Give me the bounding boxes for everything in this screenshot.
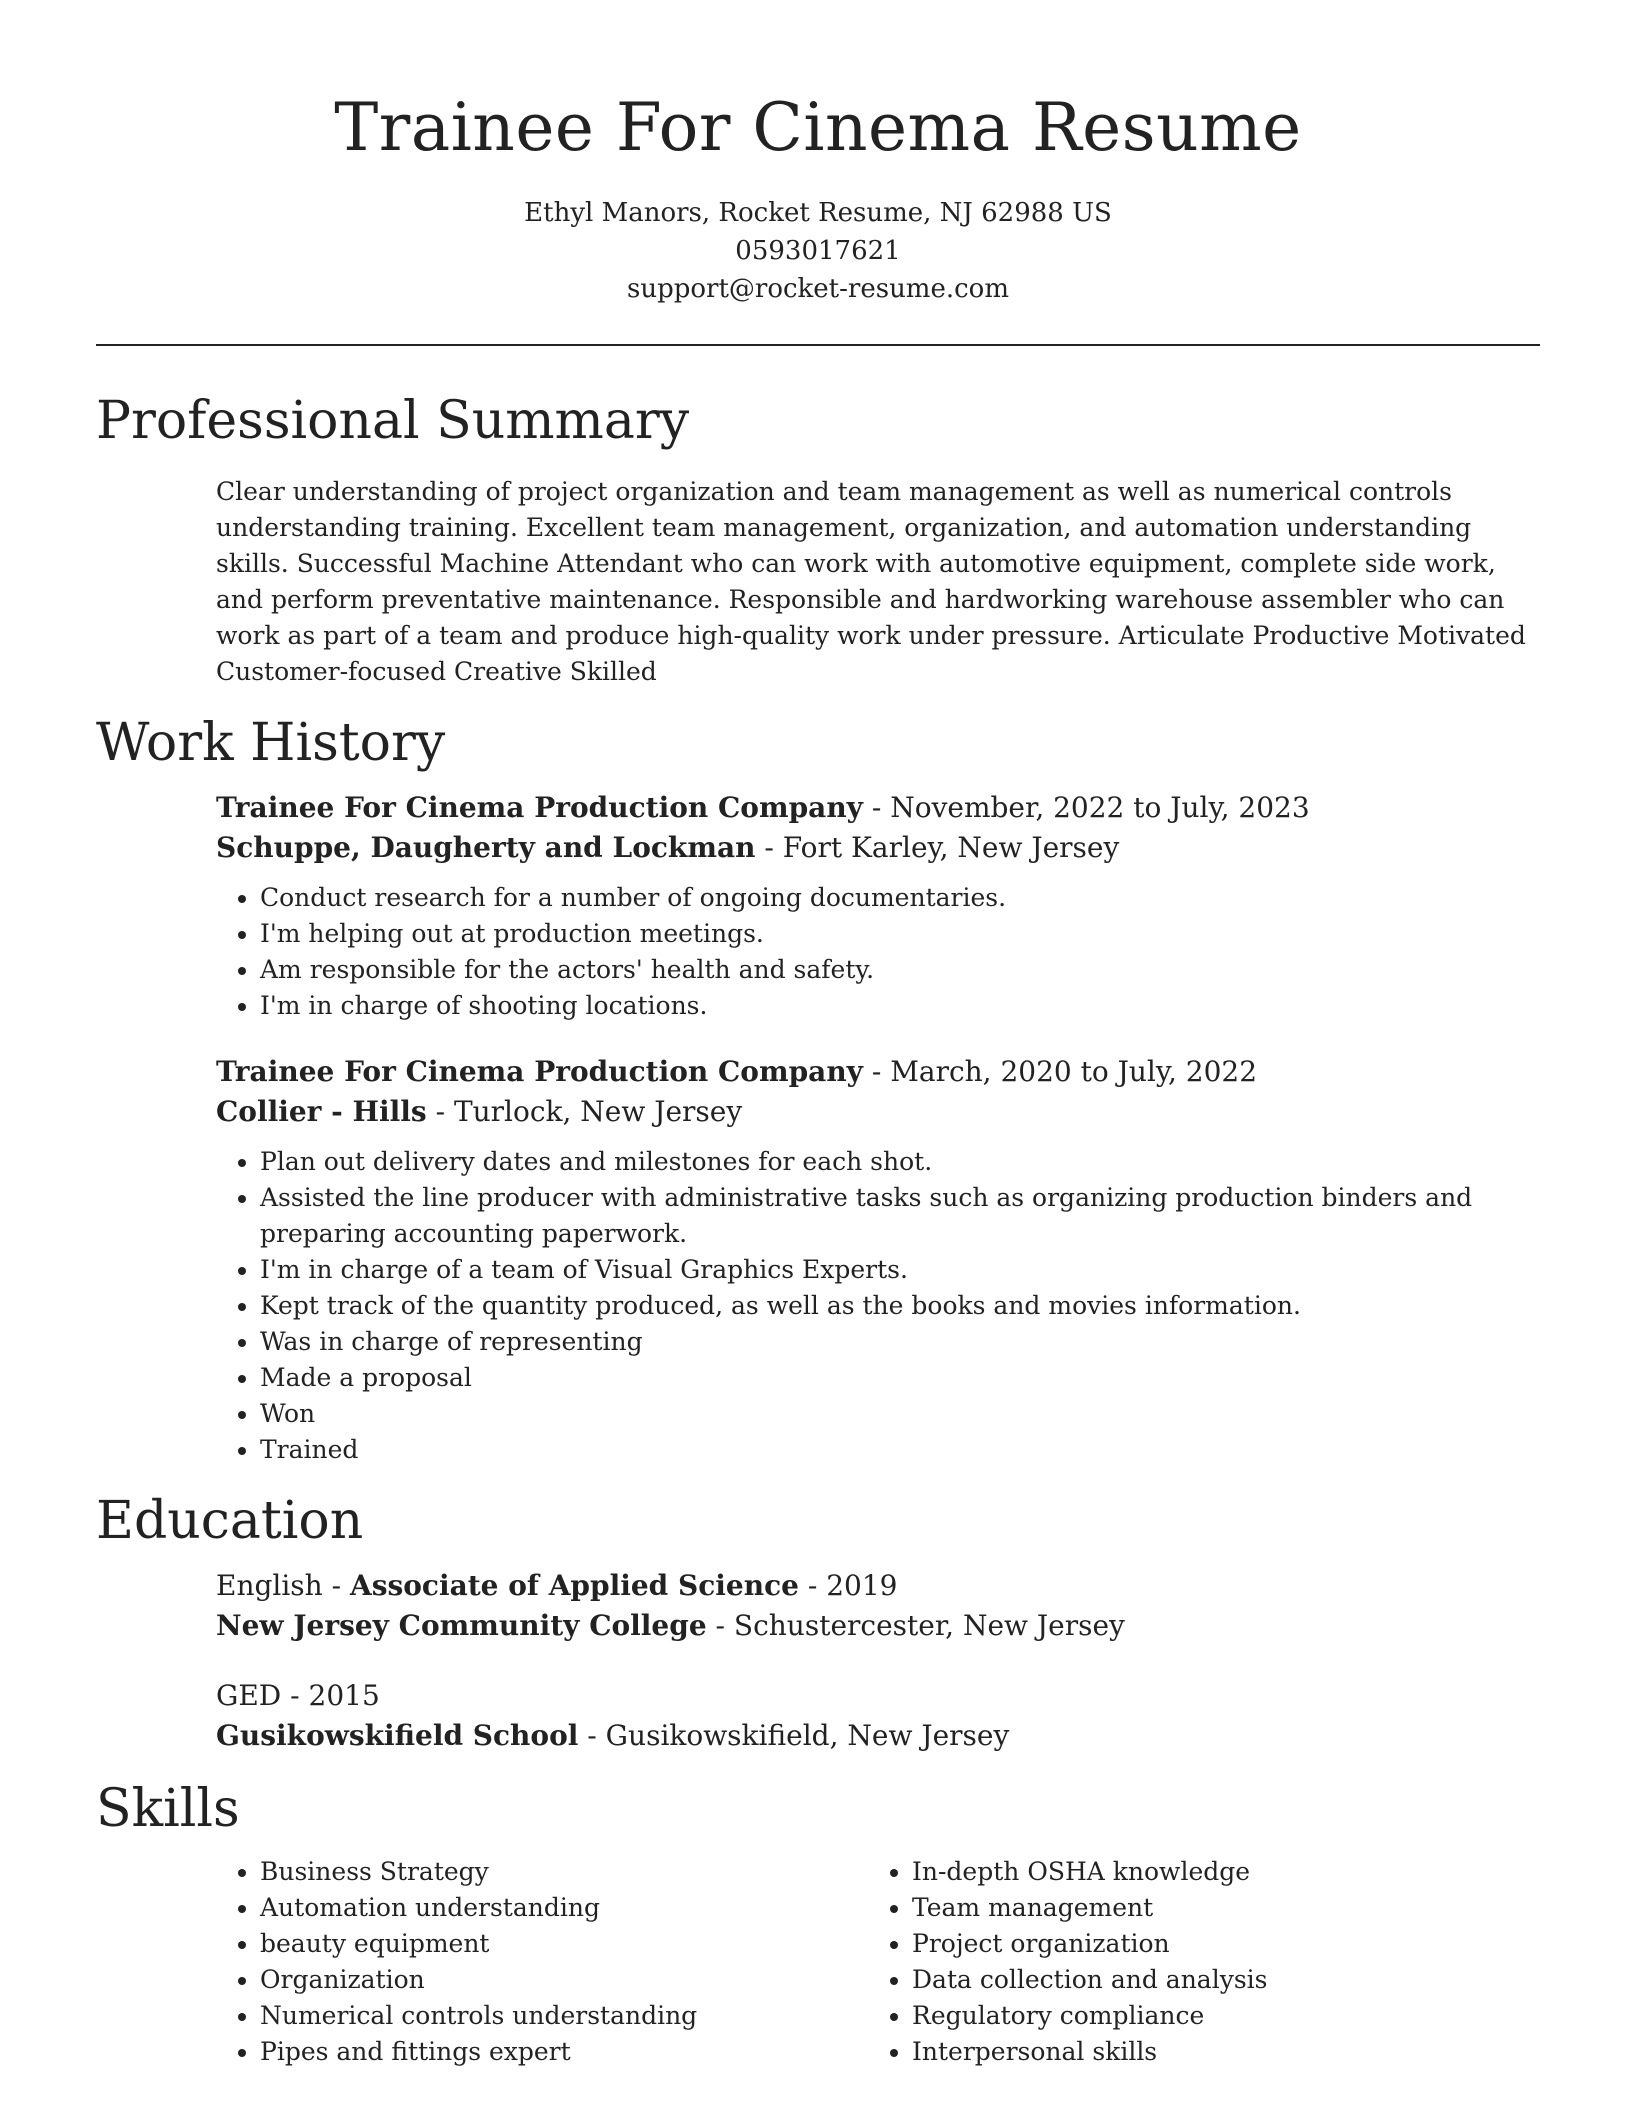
education-entry	[216, 1676, 1540, 1756]
skill-item: • Project organization	[912, 1926, 1520, 1962]
skills-column-right	[868, 1854, 1520, 2070]
job-bullet: • Kept track of the quantity produced, as well as the books and movies information.	[260, 1288, 1540, 1324]
section-title-education: Education	[96, 1491, 364, 1551]
skills-list-right	[868, 1854, 1520, 2070]
skill-item: • Team management	[912, 1890, 1520, 1926]
job-bullet: • I'm in charge of shooting locations.	[260, 988, 1540, 1024]
section-title-summary: Professional Summary	[96, 391, 690, 451]
job-company: Schuppe, Daugherty and Lockman	[216, 831, 756, 864]
contact-block	[96, 194, 1540, 308]
contact-address: Ethyl Manors, Rocket Resume, NJ 62988 US	[524, 198, 1112, 228]
skills-columns	[216, 1854, 1540, 2070]
header-divider	[96, 344, 1540, 346]
skill-item: • Interpersonal skills	[912, 2034, 1520, 2070]
summary-text: Clear understanding of project organization and team management as well as numerical controls understanding training. Excellent team management, organization, and automation understanding skills. Successful Machine Attendant who can work with automotive equipment, complete side work, and perform preventative maintenance. Responsible and hardworking warehouse assembler who can work as part of a team and produce high-quality work under pressure. Articulate Productive Motivated Customer-focused Creative Skilled	[216, 477, 1526, 686]
job-bullet: • Am responsible for the actors' health and safety.	[260, 952, 1540, 988]
skill-item: • Organization	[260, 1962, 868, 1998]
skill-item: • Automation understanding	[260, 1890, 868, 1926]
education-location: - Gusikowskifield, New Jersey	[578, 1719, 1010, 1752]
contact-phone: 0593017621	[735, 236, 901, 266]
section-title-work: Work History	[96, 713, 446, 773]
education-year: - 2019	[798, 1569, 898, 1602]
education-school-line	[216, 1606, 1540, 1646]
education-school-line	[216, 1716, 1540, 1756]
skills-list-left	[216, 1854, 868, 2070]
skill-item: • Pipes and fittings expert	[260, 2034, 868, 2070]
resume-title: Trainee For Cinema Resume	[334, 89, 1302, 166]
education-school: Gusikowskifield School	[216, 1719, 579, 1752]
job-dates: - March, 2020 to July, 2022	[862, 1055, 1258, 1088]
job-title-line	[216, 788, 1540, 828]
education-location: - Schustercester, New Jersey	[706, 1609, 1125, 1642]
job-bullets	[216, 880, 1540, 1024]
resume-page	[96, 0, 1540, 2070]
contact-email: support@rocket-resume.com	[626, 274, 1009, 304]
skill-item: • In-depth OSHA knowledge	[912, 1854, 1520, 1890]
education-school: New Jersey Community College	[216, 1609, 707, 1642]
skill-item: • beauty equipment	[260, 1926, 868, 1962]
job-title: Trainee For Cinema Production Company	[216, 791, 863, 824]
education-section	[216, 1566, 1540, 1756]
resume-header	[96, 0, 1540, 308]
job-bullet: • Made a proposal	[260, 1360, 1540, 1396]
job-bullet: • Trained	[260, 1432, 1540, 1468]
job-title-line	[216, 1052, 1540, 1092]
job-company: Collier - Hills	[216, 1095, 427, 1128]
job-location: - Turlock, New Jersey	[426, 1095, 743, 1128]
education-degree-line	[216, 1676, 1540, 1716]
skills-section	[216, 1854, 1540, 2070]
job-dates: - November, 2022 to July, 2023	[862, 791, 1310, 824]
job-bullets	[216, 1144, 1540, 1468]
education-field: GED - 2015	[216, 1679, 380, 1712]
job-entry	[216, 1052, 1540, 1468]
job-bullet: • Won	[260, 1396, 1540, 1432]
education-entry	[216, 1566, 1540, 1646]
job-bullet: • I'm in charge of a team of Visual Graphics Experts.	[260, 1252, 1540, 1288]
skills-column-left	[216, 1854, 868, 2070]
education-degree-line	[216, 1566, 1540, 1606]
skill-item: • Numerical controls understanding	[260, 1998, 868, 2034]
job-entry	[216, 788, 1540, 1024]
job-company-line	[216, 828, 1540, 868]
education-degree: Associate of Applied Science	[349, 1569, 799, 1602]
job-bullet: • Plan out delivery dates and milestones for each shot.	[260, 1144, 1540, 1180]
job-bullet: • Assisted the line producer with administrative tasks such as organizing production binders and preparing accounting paperwork.	[260, 1180, 1540, 1252]
job-location: - Fort Karley, New Jersey	[755, 831, 1120, 864]
job-bullet: • Conduct research for a number of ongoing documentaries.	[260, 880, 1540, 916]
skill-item: • Data collection and analysis	[912, 1962, 1520, 1998]
skill-item: • Business Strategy	[260, 1854, 868, 1890]
job-bullet: • Was in charge of representing	[260, 1324, 1540, 1360]
skill-item: • Regulatory compliance	[912, 1998, 1520, 2034]
job-title: Trainee For Cinema Production Company	[216, 1055, 863, 1088]
summary-section	[216, 474, 1540, 690]
job-company-line	[216, 1092, 1540, 1132]
section-title-skills: Skills	[96, 1779, 240, 1839]
work-section	[216, 788, 1540, 1468]
job-bullet: • I'm helping out at production meetings.	[260, 916, 1540, 952]
education-field: English -	[216, 1569, 350, 1602]
